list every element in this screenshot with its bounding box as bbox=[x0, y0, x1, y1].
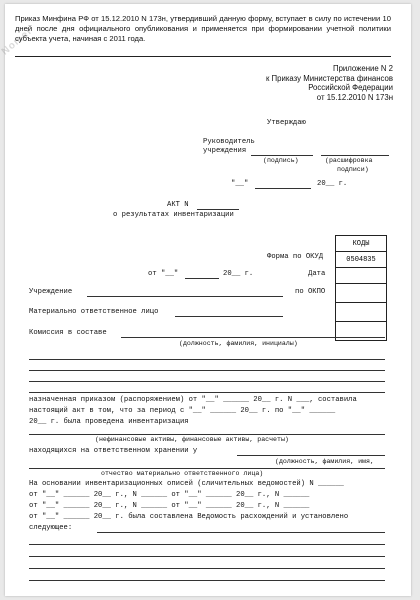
commission-line-4 bbox=[29, 381, 385, 382]
responsible-line bbox=[175, 316, 283, 317]
person-caption-1: (должность, фамилия, имя, bbox=[275, 458, 374, 465]
appendix-line-1: Приложение N 2 bbox=[332, 64, 393, 73]
watermark: Nomer bbox=[0, 25, 35, 58]
commission-line-5 bbox=[29, 392, 385, 393]
okpo-label: по ОКПО bbox=[295, 288, 326, 296]
signature-line bbox=[251, 155, 313, 156]
body-line-6: от "__" ______ 20__ г., N ______ от "__" ______ 20__ г., N ______ bbox=[29, 491, 310, 499]
findings-line-5 bbox=[29, 580, 385, 581]
body-line-5: На основании инвентаризационных описей (сличительных ведомостей) N ______ bbox=[29, 480, 344, 488]
institution-line bbox=[87, 296, 283, 297]
date-year: 20__ г. bbox=[223, 270, 254, 278]
signature-caption: (подпись) bbox=[263, 157, 299, 164]
institution-label: Учреждение bbox=[29, 288, 73, 296]
act-number-line bbox=[197, 209, 239, 210]
transcript-caption-2: подписи) bbox=[337, 166, 369, 173]
body-line-1: назначенная приказом (распоряжением) от "__" ______ 20__ г. N ___, составила bbox=[29, 396, 357, 404]
commission-caption: (должность, фамилия, инициалы) bbox=[179, 340, 298, 347]
header-divider bbox=[15, 56, 391, 57]
assets-line bbox=[29, 434, 385, 435]
transcript-caption-1: (расшифровка bbox=[325, 157, 373, 164]
head-label-2: учреждения bbox=[203, 147, 247, 155]
approve-month-line bbox=[255, 188, 311, 189]
approve-date-quote: "__" bbox=[231, 180, 249, 188]
appendix-line-2: к Приказу Министерства финансов bbox=[265, 73, 393, 83]
commission-line-1 bbox=[121, 337, 385, 338]
okud-code: 0504835 bbox=[336, 252, 387, 268]
act-title: АКТ N bbox=[167, 201, 189, 209]
commission-line-2 bbox=[29, 359, 385, 360]
date-from: от "__" bbox=[148, 270, 179, 278]
commission-label: Комиссия в составе bbox=[29, 329, 107, 337]
body-line-2: настоящий акт в том, что за период с "__" ______ 20__ г. по "__" ______ bbox=[29, 407, 336, 415]
body-line-4: находящихся на ответственном хранении у bbox=[29, 447, 198, 455]
extra-code-cell-1 bbox=[336, 303, 387, 322]
appendix-line-4: от 15.12.2010 N 173н bbox=[316, 93, 393, 103]
appendix-block bbox=[266, 64, 393, 103]
body-line-8: от "__" ______ 20__ г. была составлена Ведомость расхождений и установлено bbox=[29, 513, 349, 521]
body-line-9: следующее: bbox=[29, 524, 73, 532]
commission-line-3 bbox=[29, 370, 385, 371]
header-note: Приказ Минфина РФ от 15.12.2010 N 173н, утвердивший данную форму, вступает в силу по истечении 10 дней после дня официального опубликования и применяется при формировании учетной политики субъекта учета, начиная с 2011 года. bbox=[15, 14, 391, 43]
approve-year: 20__ г. bbox=[317, 180, 348, 188]
responsible-label: Материально ответственное лицо bbox=[29, 308, 159, 316]
findings-line-4 bbox=[29, 568, 385, 569]
head-label-1: Руководитель bbox=[203, 138, 255, 146]
body-line-7: от "__" ______ 20__ г., N ______ от "__" ______ 20__ г., N ______ bbox=[29, 502, 310, 510]
person-line-1 bbox=[237, 455, 385, 456]
codes-table bbox=[335, 235, 387, 341]
findings-line-2 bbox=[29, 544, 385, 545]
person-line-2 bbox=[29, 468, 385, 469]
appendix-line-3: Российской Федерации bbox=[308, 83, 393, 93]
transcript-line bbox=[321, 155, 389, 156]
body-line-3: 20__ г. была проведена инвентаризация bbox=[29, 418, 189, 426]
date-code-cell bbox=[336, 268, 387, 284]
okpo-code-cell bbox=[336, 284, 387, 303]
codes-header: КОДЫ bbox=[336, 236, 387, 252]
person-caption-2: отчество материально ответственного лица) bbox=[101, 470, 264, 477]
date-label: Дата bbox=[308, 270, 326, 278]
document-page bbox=[0, 4, 411, 596]
assets-caption: (нефинансовые активы, финансовые активы, расчеты) bbox=[95, 436, 289, 443]
act-subtitle: о результатах инвентаризации bbox=[113, 211, 234, 219]
findings-line-3 bbox=[29, 556, 385, 557]
approve-title: Утверждаю bbox=[267, 119, 306, 127]
date-month-line bbox=[185, 278, 219, 279]
findings-line-1 bbox=[97, 532, 385, 533]
form-okud-label: Форма по ОКУД bbox=[267, 253, 324, 261]
